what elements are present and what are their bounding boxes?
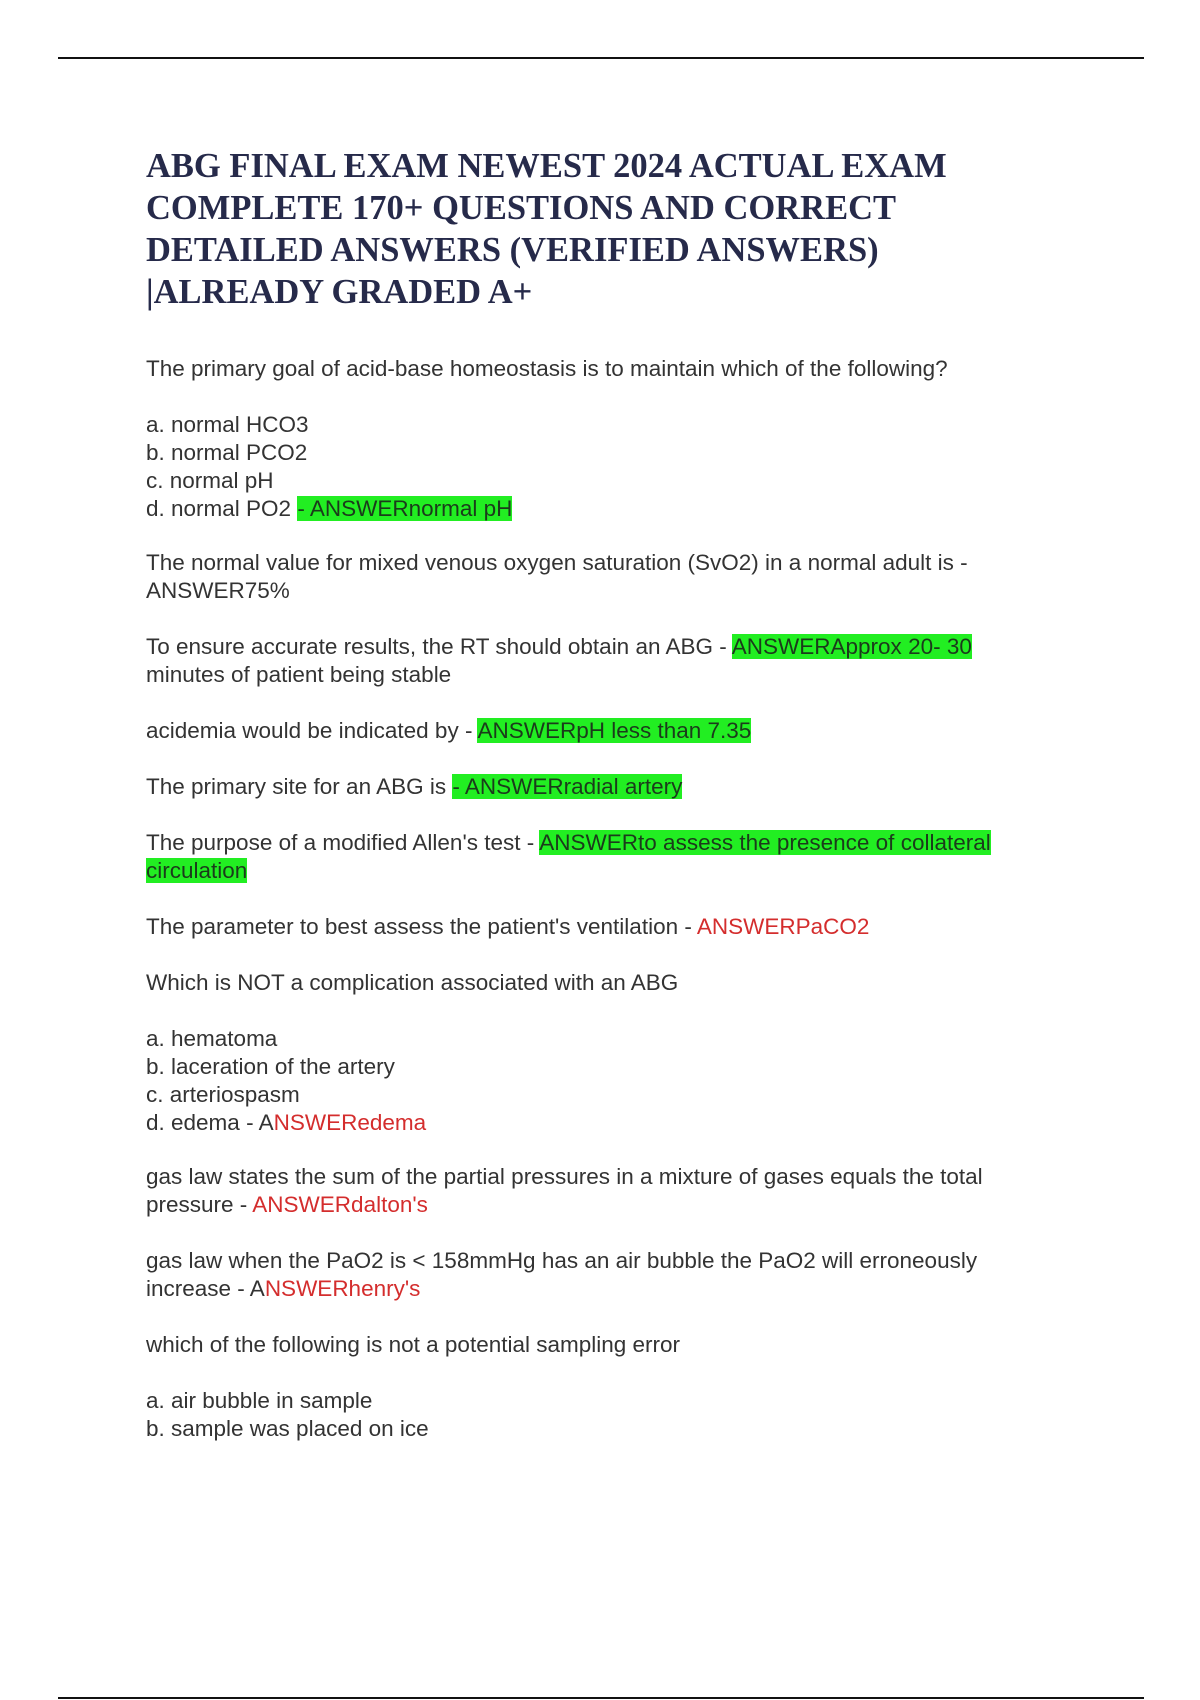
question-5 bbox=[146, 773, 1086, 801]
question-11-options bbox=[146, 1387, 1086, 1443]
highlighted-answer: ANSWERto assess the presence of collateral bbox=[539, 830, 991, 855]
highlighted-answer: circulation bbox=[146, 858, 248, 883]
question-text: The primary site for an ABG is bbox=[146, 774, 453, 799]
question-4 bbox=[146, 717, 1086, 745]
red-answer: NSWERhenry's bbox=[264, 1276, 421, 1301]
question-text: acidemia would be indicated by - bbox=[146, 718, 478, 743]
question-9 bbox=[146, 1163, 1086, 1219]
question-continuation: pressure - bbox=[146, 1192, 253, 1217]
question-line bbox=[146, 773, 1086, 801]
question-text: The parameter to best assess the patient's ventilation - bbox=[146, 914, 697, 939]
option-d-text: d. normal PO2 bbox=[146, 496, 298, 521]
question-text: gas law when the PaO2 is < 158mmHg has an air bubble the PaO2 will erroneously bbox=[146, 1248, 978, 1273]
question-text: The primary goal of acid-base homeostasis is to maintain which of the following? bbox=[146, 356, 948, 381]
option-a: a. normal HCO3 bbox=[146, 412, 309, 437]
title-line-2: COMPLETE 170+ QUESTIONS AND CORRECT bbox=[146, 189, 897, 227]
question-line bbox=[146, 1275, 1086, 1303]
question-11 bbox=[146, 1331, 1086, 1359]
question-continuation: minutes of patient being stable bbox=[146, 662, 452, 687]
option-d bbox=[146, 495, 1086, 523]
bottom-rule bbox=[58, 1697, 1144, 1699]
option-b: b. sample was placed on ice bbox=[146, 1416, 429, 1441]
option-c: c. normal pH bbox=[146, 468, 274, 493]
option-c: c. arteriospasm bbox=[146, 1082, 300, 1107]
question-10 bbox=[146, 1247, 1086, 1303]
question-line bbox=[146, 913, 1086, 941]
question-3 bbox=[146, 633, 1086, 689]
question-text: The purpose of a modified Allen's test - bbox=[146, 830, 540, 855]
option-d bbox=[146, 1109, 1086, 1137]
answer-text: ANSWER75% bbox=[146, 578, 290, 603]
question-text: The normal value for mixed venous oxygen saturation (SvO2) in a normal adult is - bbox=[146, 550, 968, 575]
question-8-options bbox=[146, 1025, 1086, 1137]
highlighted-answer: - ANSWERnormal pH bbox=[297, 496, 513, 521]
question-text: gas law states the sum of the partial pressures in a mixture of gases equals the total bbox=[146, 1164, 983, 1189]
highlighted-answer: ANSWERApprox 20- 30 bbox=[731, 634, 972, 659]
question-6 bbox=[146, 829, 1086, 885]
document-title bbox=[146, 145, 1086, 313]
option-b: b. laceration of the artery bbox=[146, 1054, 395, 1079]
answer-continuation bbox=[146, 857, 1086, 885]
question-continuation: increase - A bbox=[146, 1276, 265, 1301]
document-body bbox=[146, 145, 1086, 1469]
title-line-4: |ALREADY GRADED A+ bbox=[146, 273, 533, 311]
question-1 bbox=[146, 355, 1086, 383]
question-line bbox=[146, 633, 1086, 661]
highlighted-answer: ANSWERpH less than 7.35 bbox=[477, 718, 752, 743]
question-1-options bbox=[146, 411, 1086, 523]
red-answer: ANSWERdalton's bbox=[252, 1192, 428, 1217]
red-answer: NSWERedema bbox=[273, 1110, 427, 1135]
option-a: a. air bubble in sample bbox=[146, 1388, 373, 1413]
title-line-1: ABG FINAL EXAM NEWEST 2024 ACTUAL EXAM bbox=[146, 147, 947, 185]
question-2 bbox=[146, 549, 1086, 605]
option-b: b. normal PCO2 bbox=[146, 440, 308, 465]
red-answer: ANSWERPaCO2 bbox=[696, 914, 870, 939]
question-line bbox=[146, 1191, 1086, 1219]
option-a: a. hematoma bbox=[146, 1026, 278, 1051]
title-line-3: DETAILED ANSWERS (VERIFIED ANSWERS) bbox=[146, 231, 879, 269]
highlighted-answer: - ANSWERradial artery bbox=[452, 774, 683, 799]
question-line bbox=[146, 829, 1086, 857]
top-rule bbox=[58, 57, 1144, 59]
question-7 bbox=[146, 913, 1086, 941]
question-text: which of the following is not a potential sampling error bbox=[146, 1332, 681, 1357]
question-8 bbox=[146, 969, 1086, 997]
option-d-text: d. edema - A bbox=[146, 1110, 274, 1135]
question-text: To ensure accurate results, the RT should obtain an ABG - bbox=[146, 634, 732, 659]
question-line bbox=[146, 717, 1086, 745]
question-text: Which is NOT a complication associated with an ABG bbox=[146, 970, 679, 995]
